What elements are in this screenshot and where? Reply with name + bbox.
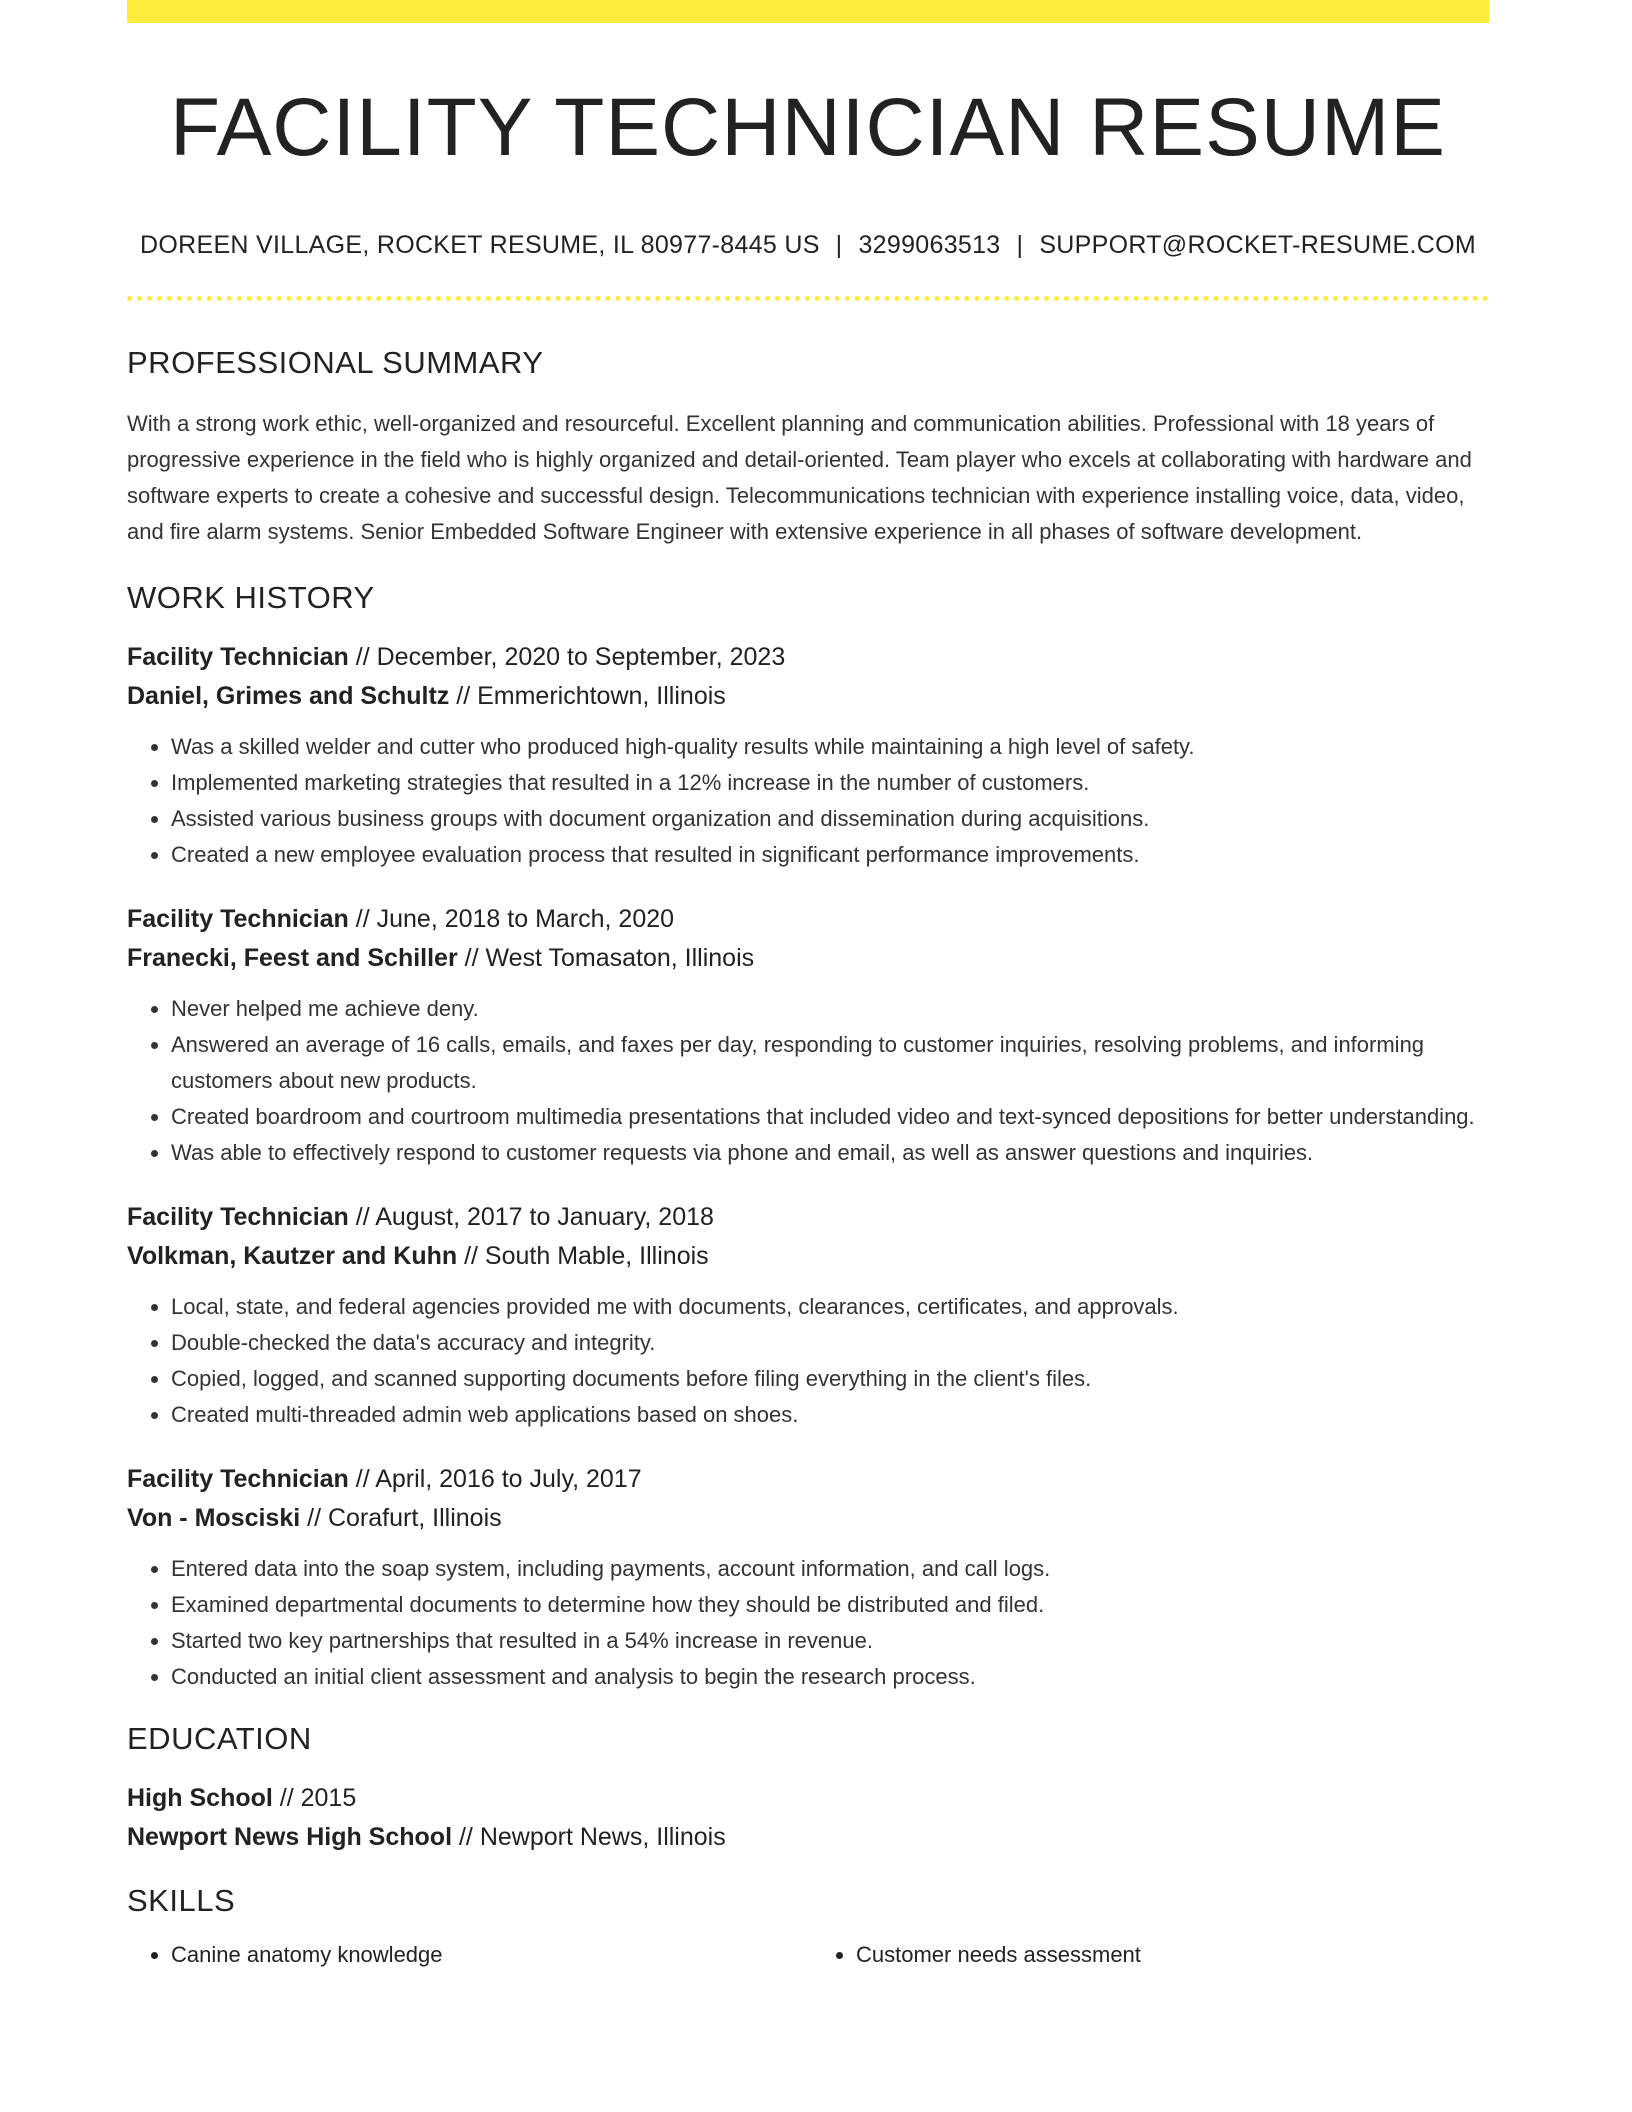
job-location: // Emmerichtown, Illinois	[449, 682, 726, 711]
job-entry	[127, 1460, 1489, 1695]
job-dates: // December, 2020 to September, 2023	[348, 643, 786, 672]
job-title: Facility Technician	[127, 905, 349, 934]
resume-page	[127, 0, 1489, 1973]
work-history-heading: WORK HISTORY	[127, 580, 375, 616]
job-title: Facility Technician	[127, 1465, 349, 1494]
dotted-divider	[127, 296, 1489, 301]
skills-column-right	[804, 1937, 1489, 1973]
job-location: // Corafurt, Illinois	[300, 1504, 502, 1533]
job-bullet: • Entered data into the soap system, including payments, account information, and call logs.	[171, 1551, 1489, 1587]
skills-heading: SKILLS	[127, 1883, 236, 1919]
job-bullet: • Local, state, and federal agencies provided me with documents, clearances, certificates, and approvals.	[171, 1289, 1489, 1325]
job-bullet: • Created boardroom and courtroom multimedia presentations that included video and text-synced depositions for better understanding.	[171, 1099, 1489, 1135]
education-degree: High School	[127, 1784, 273, 1813]
job-bullets	[127, 991, 1489, 1171]
job-dates: // June, 2018 to March, 2020	[348, 905, 675, 934]
job-title: Facility Technician	[127, 643, 349, 672]
job-bullet: • Created a new employee evaluation process that resulted in significant performance improvements.	[171, 837, 1489, 873]
job-title-line	[127, 900, 1489, 939]
education-entry	[127, 1779, 1489, 1857]
job-bullet: • Assisted various business groups with document organization and dissemination during acquisitions.	[171, 801, 1489, 837]
job-bullet: • Created multi-threaded admin web applications based on shoes.	[171, 1397, 1489, 1433]
job-title: Facility Technician	[127, 1203, 349, 1232]
job-company: Von - Mosciski	[127, 1504, 301, 1533]
job-company: Volkman, Kautzer and Kuhn	[127, 1242, 458, 1271]
contact-line	[127, 231, 1489, 260]
job-entry	[127, 900, 1489, 1171]
skill-item: • Customer needs assessment	[856, 1937, 1489, 1973]
education-degree-line	[127, 1779, 1489, 1818]
job-bullet: • Started two key partnerships that resulted in a 54% increase in revenue.	[171, 1623, 1489, 1659]
job-bullets	[127, 729, 1489, 873]
accent-bar	[127, 0, 1489, 23]
job-location: // South Mable, Illinois	[457, 1242, 709, 1271]
education-year: // 2015	[272, 1784, 357, 1813]
skills-list	[127, 1937, 1489, 1973]
job-dates: // April, 2016 to July, 2017	[348, 1465, 642, 1494]
resume-title: FACILITY TECHNICIAN RESUME	[170, 82, 1446, 173]
job-title-line	[127, 638, 1489, 677]
job-bullet: • Was a skilled welder and cutter who produced high-quality results while maintaining a high level of safety.	[171, 729, 1489, 765]
contact-address: DOREEN VILLAGE, ROCKET RESUME, IL 80977-8445 US	[140, 231, 820, 260]
job-company-line	[127, 939, 1489, 978]
job-title-line	[127, 1198, 1489, 1237]
summary-text: With a strong work ethic, well-organized and resourceful. Excellent planning and communication abilities. Professional with 18 years of progressive experience in the field who is highly organized and detail-oriented. Team player who excels at collaborating with hardware and software experts to create a cohesive and successful design. Telecommunications technician with experience installing voice, data, video, and fire alarm systems. Senior Embedded Software Engineer with extensive experience in all phases of software development.	[127, 411, 1472, 545]
job-dates: // August, 2017 to January, 2018	[348, 1203, 714, 1232]
job-entry	[127, 638, 1489, 873]
job-bullets	[127, 1289, 1489, 1433]
job-location: // West Tomasaton, Illinois	[457, 944, 755, 973]
education-heading: EDUCATION	[127, 1721, 312, 1757]
job-bullet: • Examined departmental documents to determine how they should be distributed and filed.	[171, 1587, 1489, 1623]
job-company-line	[127, 1237, 1489, 1276]
job-bullet: • Was able to effectively respond to customer requests via phone and email, as well as answer questions and inquiries.	[171, 1135, 1489, 1171]
contact-email: SUPPORT@ROCKET-RESUME.COM	[1039, 231, 1476, 260]
job-bullet: • Copied, logged, and scanned supporting documents before filing everything in the client's files.	[171, 1361, 1489, 1397]
job-bullet: • Answered an average of 16 calls, emails, and faxes per day, responding to customer inquiries, resolving problems, and informing customers about new products.	[171, 1027, 1489, 1099]
education-location: // Newport News, Illinois	[452, 1823, 726, 1852]
work-history-list	[127, 638, 1489, 1695]
job-bullet: • Double-checked the data's accuracy and integrity.	[171, 1325, 1489, 1361]
job-company-line	[127, 677, 1489, 716]
skills-column-left	[127, 1937, 804, 1973]
contact-separator: |	[1016, 231, 1024, 260]
job-entry	[127, 1198, 1489, 1433]
job-bullets	[127, 1551, 1489, 1695]
job-title-line	[127, 1460, 1489, 1499]
job-company-line	[127, 1499, 1489, 1538]
job-company: Franecki, Feest and Schiller	[127, 944, 458, 973]
contact-phone: 3299063513	[858, 231, 1001, 260]
education-school-line	[127, 1818, 1489, 1857]
job-bullet: • Conducted an initial client assessment and analysis to begin the research process.	[171, 1659, 1489, 1695]
education-school: Newport News High School	[127, 1823, 453, 1852]
job-bullet: • Implemented marketing strategies that resulted in a 12% increase in the number of customers.	[171, 765, 1489, 801]
skill-item: • Canine anatomy knowledge	[171, 1937, 804, 1973]
job-company: Daniel, Grimes and Schultz	[127, 682, 450, 711]
contact-separator: |	[835, 231, 843, 260]
job-bullet: • Never helped me achieve deny.	[171, 991, 1489, 1027]
summary-heading: PROFESSIONAL SUMMARY	[127, 345, 544, 381]
